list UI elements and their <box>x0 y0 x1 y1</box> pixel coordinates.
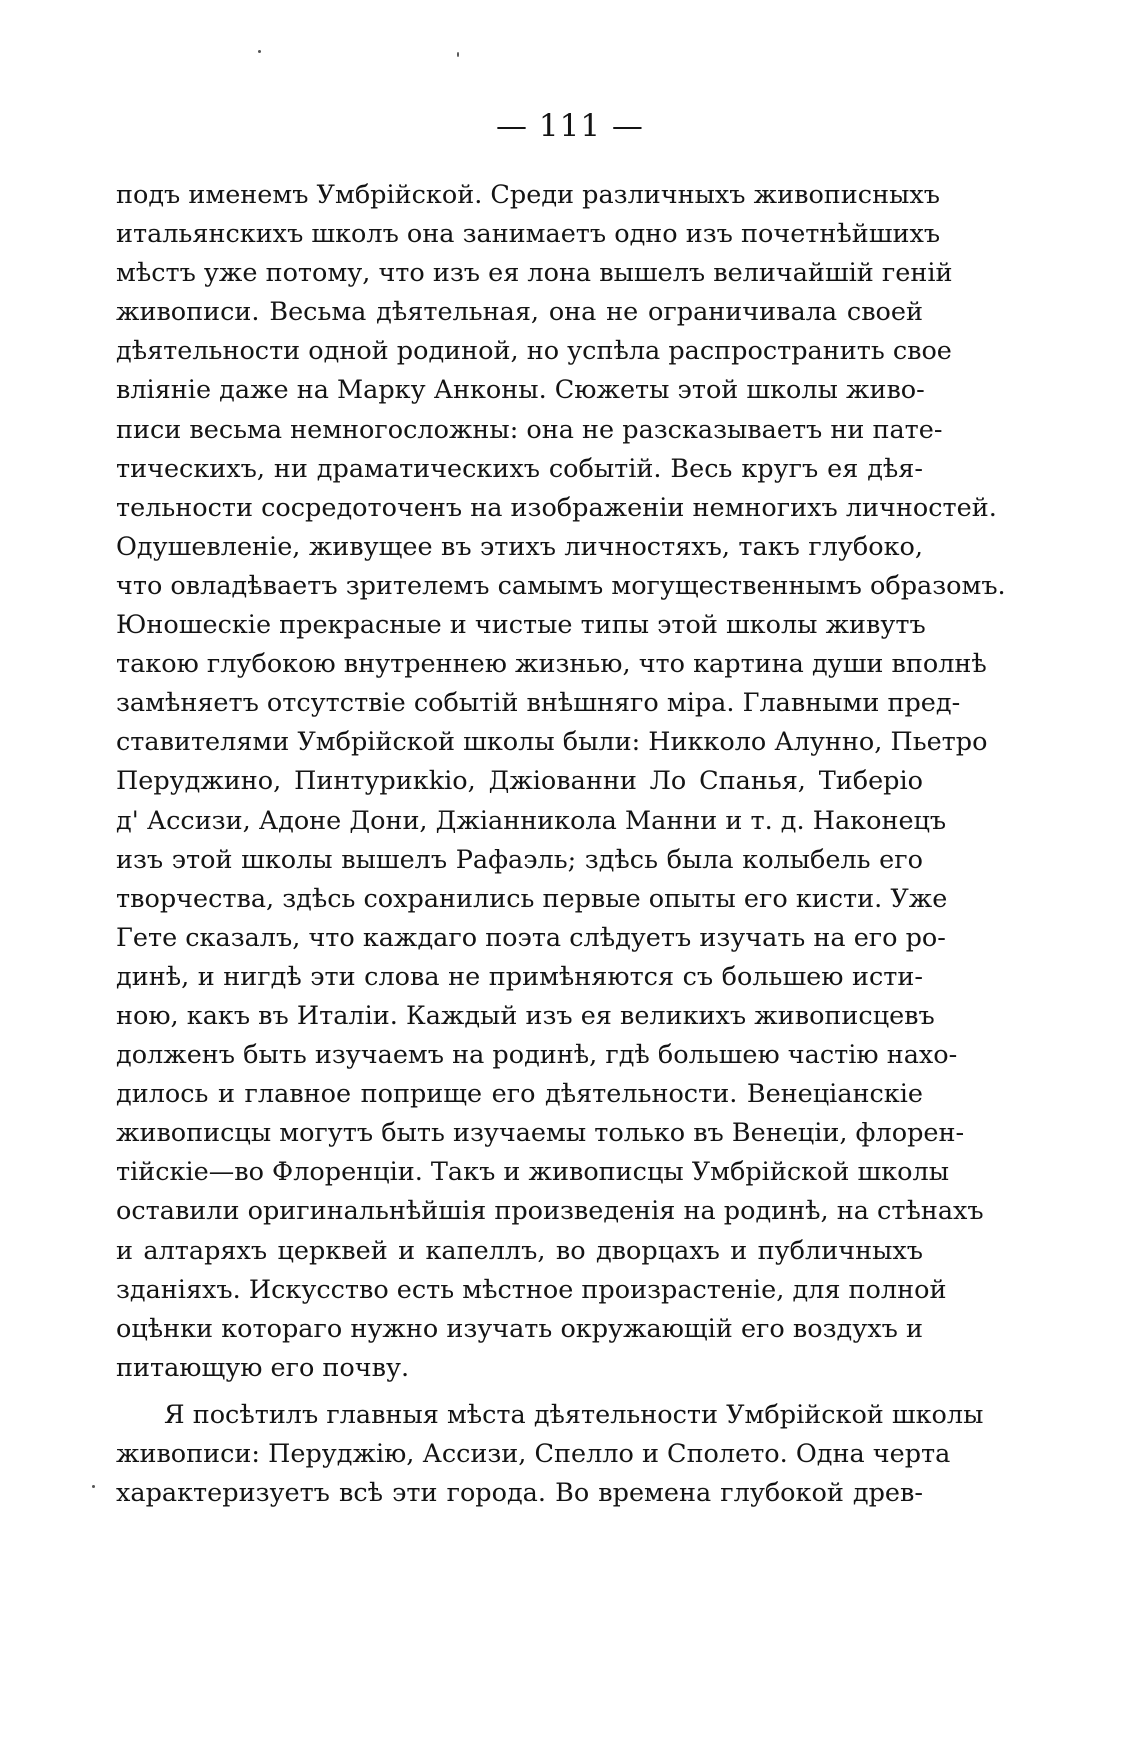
text-line: и алтаряхъ церквей и капеллъ, во дворцахъ и публичныхъ <box>116 1235 923 1266</box>
text-line: вліяніе даже на Марку Анконы. Сюжеты этой школы живо- <box>116 375 925 406</box>
page-number: — 111 — <box>496 108 644 144</box>
text-line: динѣ, и нигдѣ эти слова не примѣняются съ большею исти- <box>116 961 923 992</box>
text-line: замѣняетъ отсутствіе событій внѣшняго міра. Главными пред- <box>116 688 961 719</box>
text-line: что овладѣваетъ зрителемъ самымъ могущественнымъ образомъ. <box>116 570 1006 601</box>
text-line: зданіяхъ. Искусство есть мѣстное произрастеніе, для полной <box>116 1274 947 1305</box>
text-line: такою глубокою внутреннею жизнью, что картина души вполнѣ <box>116 649 987 680</box>
text-line: живописцы могутъ быть изучаемы только въ Венеціи, флорен- <box>116 1118 965 1149</box>
text-line: характеризуетъ всѣ эти города. Во времена глубокой древ- <box>116 1478 923 1509</box>
paragraph-1 <box>116 176 1006 1388</box>
text-line: подъ именемъ Умбрійской. Среди различныхъ живописныхъ <box>116 180 940 210</box>
text-line: Гете сказалъ, что каждаго поэта слѣдуетъ изучать на его ро- <box>116 922 946 953</box>
paragraph-gap <box>116 1388 923 1396</box>
text-line: ставителями Умбрійской школы были: Никколо Алунно, Пьетро <box>116 727 988 758</box>
text-line: ною, какъ въ Италіи. Каждый изъ ея великихъ живописцевъ <box>116 1000 935 1031</box>
text-line: писи весьма немногосложны: она не разсказываетъ ни пате- <box>116 414 943 445</box>
scan-speck <box>457 52 459 57</box>
text-line: изъ этой школы вышелъ Рафаэль; здѣсь была колыбель его <box>116 844 923 875</box>
text-line: долженъ быть изучаемъ на родинѣ, гдѣ большею частію нахо- <box>116 1040 958 1071</box>
text-line: питающую его почву. <box>116 1352 410 1383</box>
text-line: Перуджино, Пинтурикkіо, Джіованни Ло Спанья, Тиберіо <box>116 766 923 797</box>
text-line: тельности сосредоточенъ на изображеніи немногихъ личностей. <box>116 492 997 523</box>
paragraph-2 <box>116 1396 984 1513</box>
text-line: оцѣнки котораго нужно изучать окружающій его воздухъ и <box>116 1313 923 1344</box>
text-line: живописи. Весьма дѣятельная, она не ограничивала своей <box>116 297 923 328</box>
body-text <box>116 176 1006 1513</box>
text-line: живописи: Перуджію, Ассизи, Спелло и Сполето. Одна черта <box>116 1439 951 1469</box>
text-line: мѣстъ уже потому, что изъ ея лона вышелъ величайшій геній <box>116 258 953 289</box>
text-line: Одушевленіе, живущее въ этихъ личностяхъ, такъ глубоко, <box>116 531 923 562</box>
scan-speck <box>92 1485 95 1488</box>
text-line: оставили оригинальнѣйшія произведенія на родинѣ, на стѣнахъ <box>116 1196 984 1227</box>
text-line: итальянскихъ школъ она занимаетъ одно изъ почетнѣйшихъ <box>116 219 941 250</box>
text-line: дѣятельности одной родиной, но успѣла распространить свое <box>116 336 952 367</box>
text-line: д' Ассизи, Адоне Дони, Джіанникола Манни и т. д. Наконецъ <box>116 805 947 836</box>
text-line: тическихъ, ни драматическихъ событій. Весь кругъ ея дѣя- <box>116 453 923 484</box>
text-line: Юношескіе прекрасные и чистые типы этой школы живутъ <box>116 610 926 641</box>
text-line: тійскіе—во Флоренціи. Такъ и живописцы Умбрійской школы <box>116 1157 949 1188</box>
text-line: дилось и главное поприще его дѣятельности. Венеціанскіе <box>116 1079 923 1110</box>
text-line: Я посѣтилъ главныя мѣста дѣятельности Умбрійской школы <box>164 1399 984 1430</box>
text-line: творчества, здѣсь сохранились первые опыты его кисти. Уже <box>116 883 948 914</box>
scan-speck <box>258 50 261 53</box>
